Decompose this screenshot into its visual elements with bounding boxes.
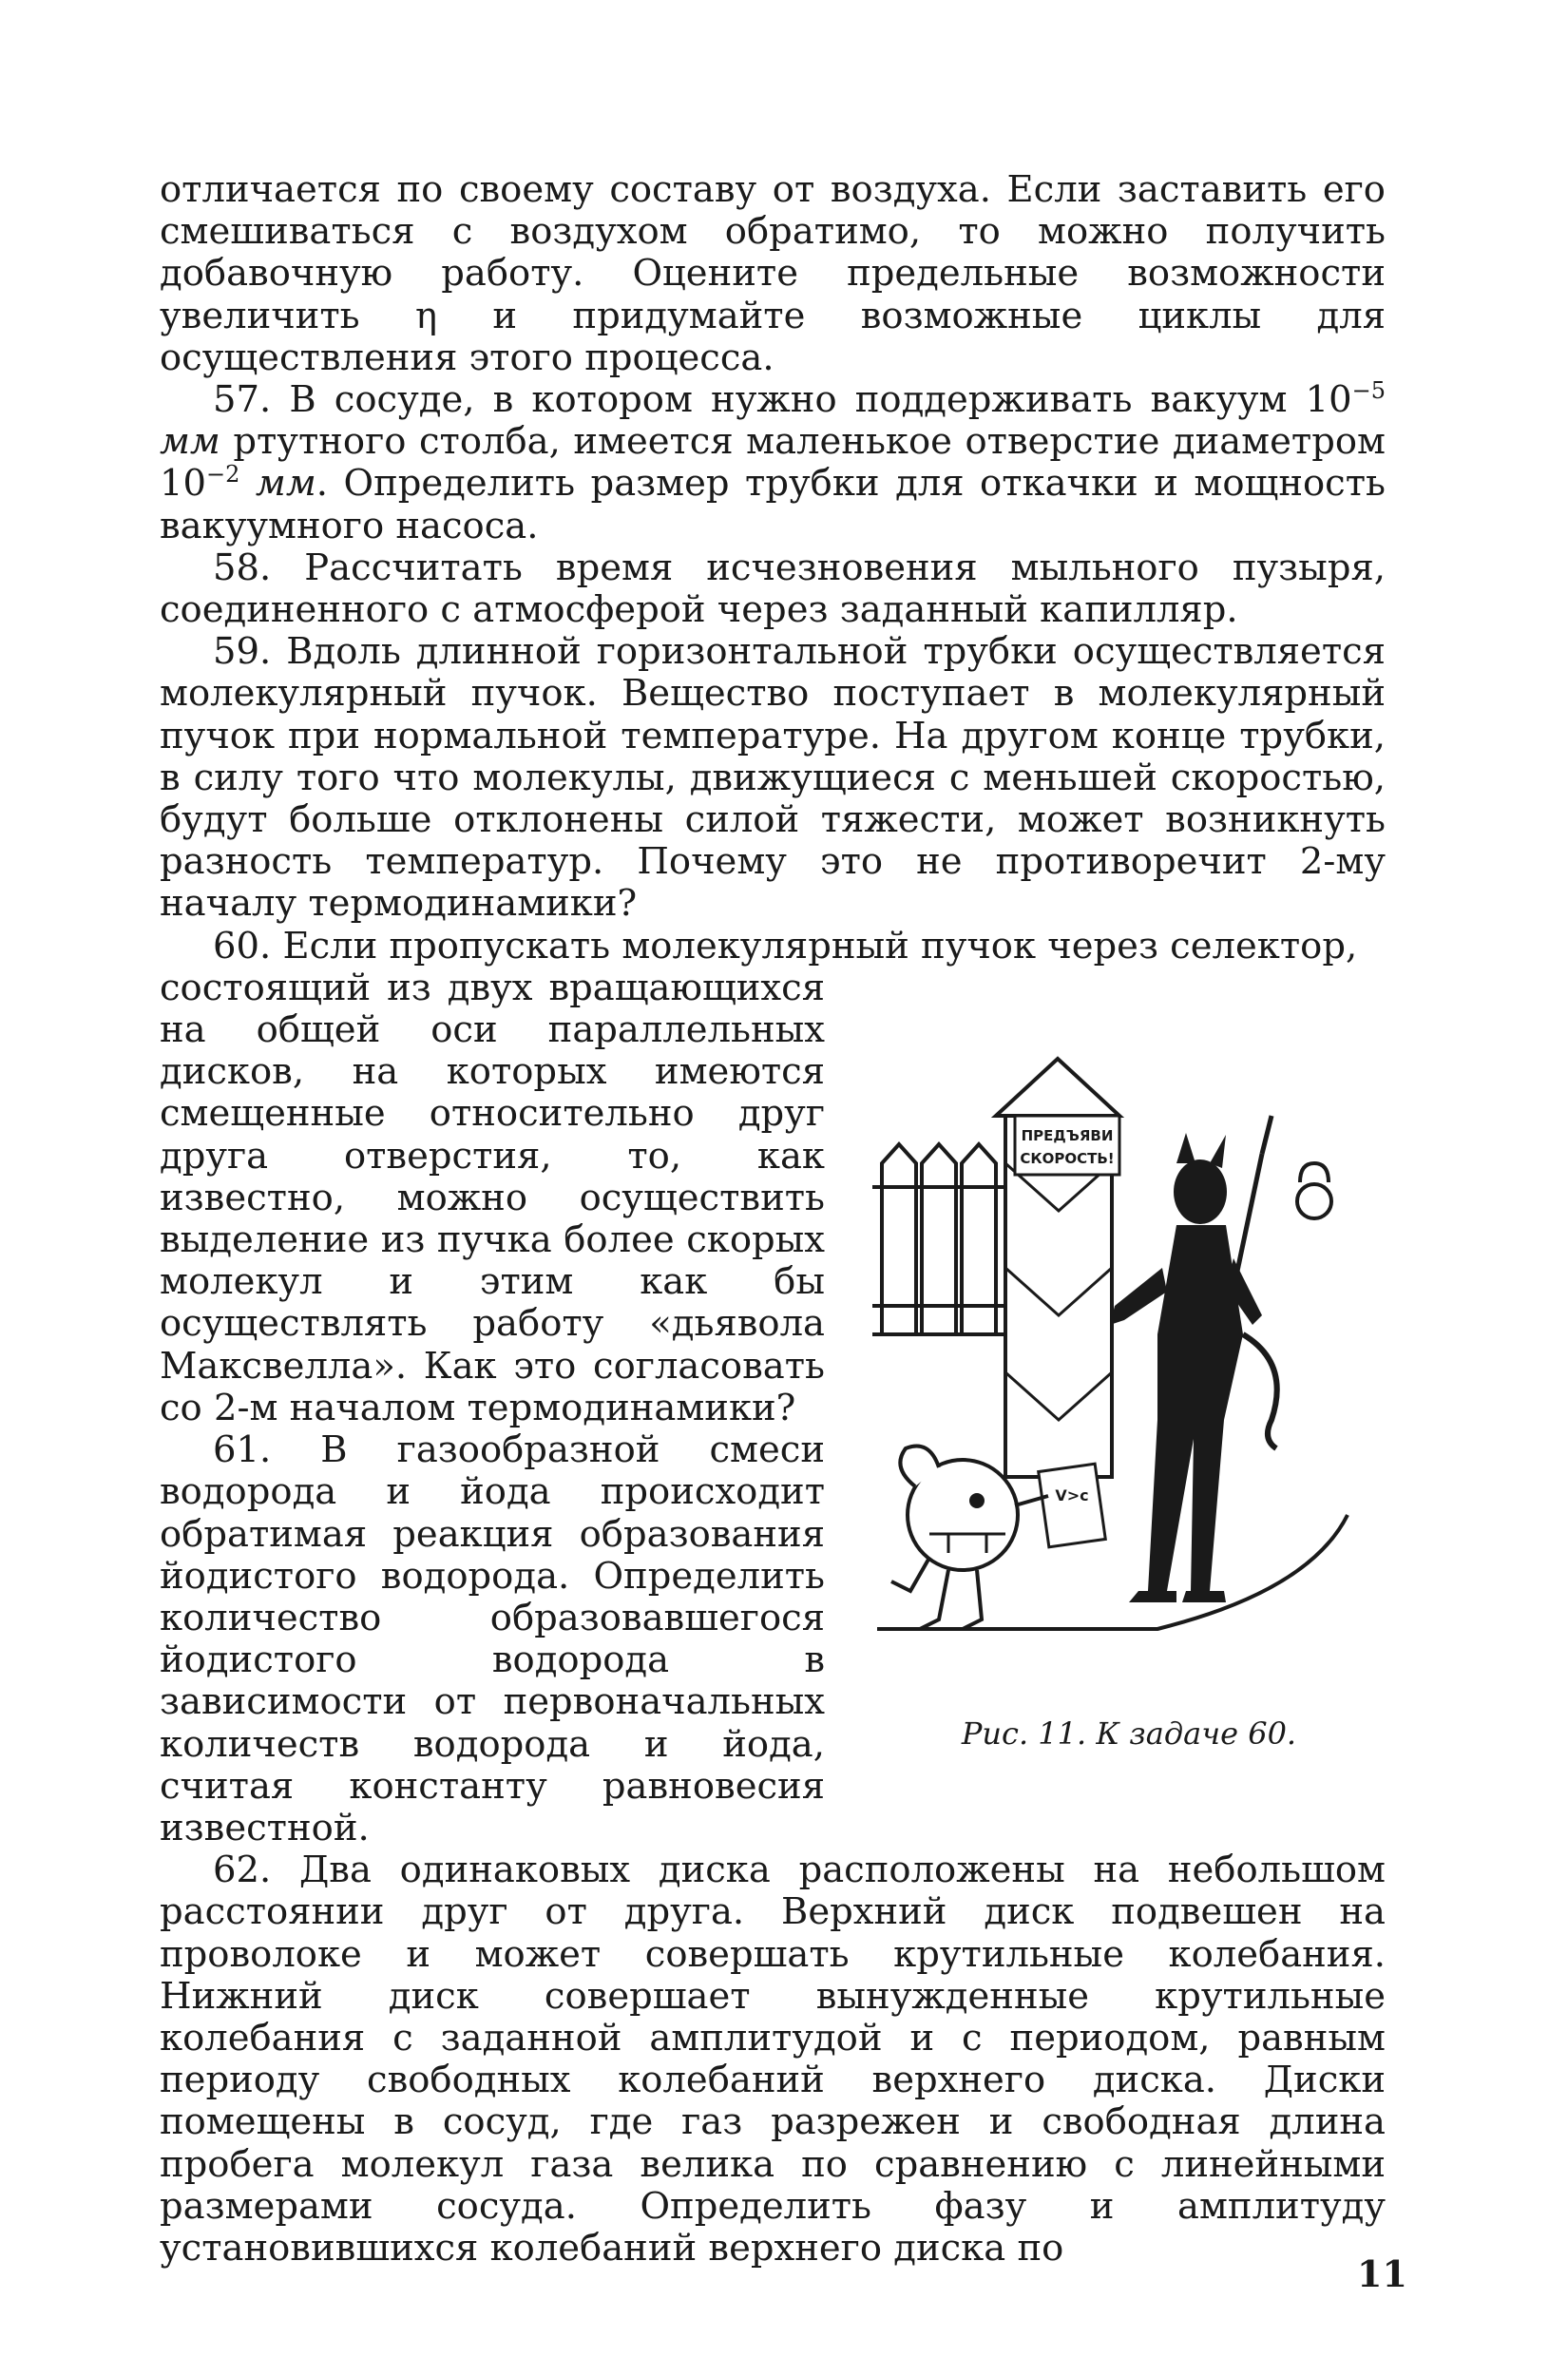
- problem-62: 62. Два одинаковых диска расположены на небольшом расстоянии друг от друга. Верхний диск подвешен на проволоке и может совершать крутильные колебания. Нижний диск совершает вынужденные крутильные колебания с заданной амплитудой и с периодом, равным периоду свободных колебаний верхнего диска. Диски помещены в сосуд, где газ разрежен и свободная длина пробега молекул газа велика по сравнению с линейными размерами сосуда. Определить фазу и амплитуду установившихся колебаний верхнего диска по: [160, 1849, 1386, 2270]
- left-column: [160, 968, 825, 1849]
- booth-sign: [1015, 1116, 1119, 1175]
- lock-icon: [1297, 1163, 1331, 1218]
- problem-57: 57. В сосуде, в котором нужно поддерживать вакуум $10^{-5}$ мм ртутного столба, имеется маленькое отверстие диаметром $10^{-2}$ мм. Определить размер трубки для откачки и мощность вакуумного насоса.: [160, 377, 1386, 547]
- fence: [872, 1144, 1005, 1334]
- paragraph-continuation: отличается по своему составу от воздуха. Если заставить его смешиваться с воздухом обратимо, то можно получить добавочную работу. Оцените предельные возможности увеличить η и придумайте возможные циклы для осуществления этого процесса.: [160, 168, 1386, 379]
- figure-caption: Рис. 11. К задаче 60.: [961, 1715, 1297, 1752]
- problem-60-lead: 60. Если пропускать молекулярный пучок через селектор,: [213, 924, 1358, 968]
- problem-58: 58. Рассчитать время исчезновения мыльного пузыря, соединенного с атмосферой через заданный капилляр.: [160, 546, 1386, 632]
- figure-wrap: [160, 968, 1386, 1849]
- page-number: 11: [1357, 2252, 1407, 2295]
- maxwell-demon-illustration: [872, 1021, 1386, 1686]
- sign-line-2: СКОРОСТЬ!: [1020, 1149, 1115, 1167]
- figure-maxwell-demon: [872, 1021, 1386, 1753]
- sign-line-1: ПРЕДЪЯВИ: [1021, 1126, 1114, 1144]
- velocity-card: [1039, 1464, 1106, 1547]
- problem-60-rest: состоящий из двух вращающихся на общей оси параллельных дисков, на которых имеются смещенные относительно друг друга отверстия, то, как известно, можно осуществить выделение из пучка более скорых молекул и этим как бы осуществлять работу «дьявола Максвелла». Как это согласовать со 2-м началом термодинамики?: [160, 966, 825, 1429]
- card-text: V>c: [1055, 1485, 1089, 1504]
- page-body: [160, 169, 1386, 2270]
- problem-59: 59. Вдоль длинной горизонтальной трубки осуществляется молекулярный пучок. Вещество поступает в молекулярный пучок при нормальной температуре. На другом конце трубки, в силу того что молекулы, движущиеся с меньшей скоростью, будут больше отклонены силой тяжести, может возникнуть разность температур. Почему это не противоречит 2-му началу термодинамики?: [160, 630, 1386, 926]
- problem-61: 61. В газообразной смеси водорода и йода происходит обратимая реакция образования йодистого водорода. Определить количество образовавшегося йодистого водорода в зависимости от первоначальных количеств водорода и йода, считая константу равновесия известной.: [160, 1428, 825, 1849]
